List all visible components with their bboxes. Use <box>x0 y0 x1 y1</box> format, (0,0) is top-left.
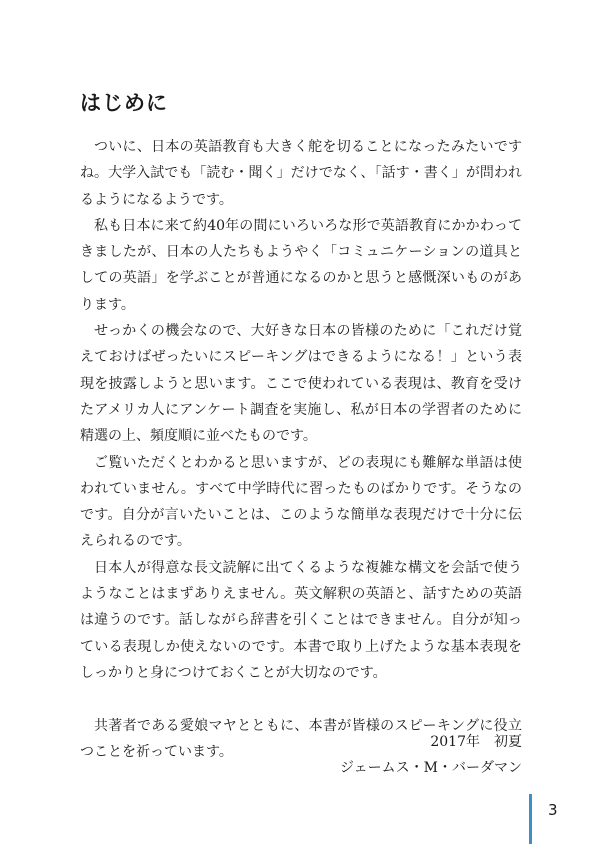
page-number: 3 <box>548 801 558 819</box>
paragraph-5: 日本人が得意な長文読解に出てくるような複雑な構文を会話で使うようなことはまずありえません。英文解釈の英語と、話すための英語は違うのです。話しながら辞書を引くことはできません。自分が知っている表現しか使えないのです。本書で取り上げたような基本表現をしっかりと身につけておくことが大切なのです。 <box>80 559 522 681</box>
paragraph-gap <box>80 686 522 712</box>
paragraph-4: ご覧いただくとわかると思いますが、どの表現にも難解な単語は使われていません。すべて中学時代に習ったものばかりです。そうなのです。自分が言いたいことは、このような簡単な表現だけで十分に伝えられるのです。 <box>80 454 522 550</box>
page-number-rule <box>529 794 532 844</box>
preface-body <box>80 134 522 765</box>
paragraph-6: 共著者である愛娘マヤとともに、本書が皆様のスピーキングに役立つことを祈っています。 <box>80 717 522 760</box>
paragraph-1: ついに、日本の英語教育も大きく舵を切ることになったみたいですね。大学入試でも「読む・聞く」だけでなく、「話す・書く」が問われるようになるようです。 <box>80 139 522 208</box>
paragraph-3: せっかくの機会なので、大好きな日本の皆様のために「これだけ覚えておけばぜったいにスピーキングはできるようになる！」という表現を披露しようと思います。ここで使われている表現は、教育を受けたアメリカ人にアンケート調査を実施し、私が日本の学習者のために精選の上、頻度順に並べたものです。 <box>80 323 522 445</box>
paragraph-2: 私も日本に来て約40年の間にいろいろな形で英語教育にかかわってきましたが、日本の人たちもようやく「コミュニケーションの道具としての英語」を学ぶことが普通になるのかと思うと感慨深いものがあります。 <box>80 217 522 313</box>
signature-block <box>340 729 522 781</box>
closing-date: 2017年 初夏 <box>430 734 522 750</box>
page-title: はじめに <box>80 91 168 115</box>
author-name: ジェームス・M・バーダマン <box>339 760 522 776</box>
